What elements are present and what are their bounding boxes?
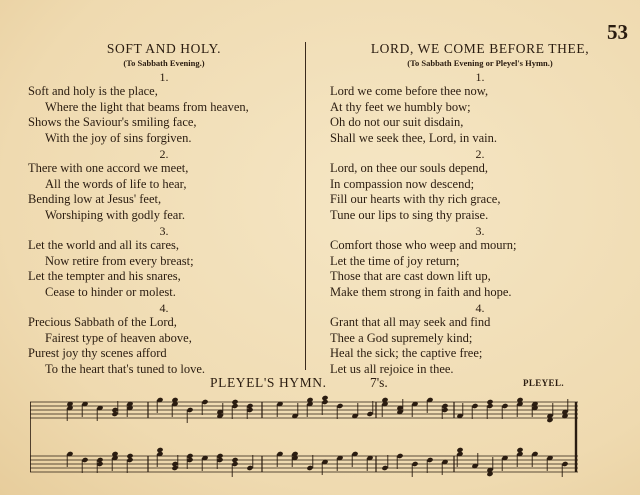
tune-meter: 7's. — [370, 375, 388, 390]
note-head — [486, 399, 493, 405]
verse-number: 4. — [475, 301, 485, 315]
verse-line: Tune our lips to sing thy praise. — [330, 207, 489, 222]
verse-number: 3. — [159, 224, 169, 238]
verse-line: Bending low at Jesus' feet, — [28, 192, 162, 206]
right-hymn — [330, 40, 630, 377]
verse-number: 2. — [475, 147, 485, 161]
verse-number: 2. — [159, 147, 169, 161]
verse-line: Grant that all may seek and find — [330, 315, 491, 329]
verse-number: 3. — [475, 224, 485, 238]
verse-line: Lord we come before thee now, — [330, 84, 489, 98]
verse-number: 1. — [159, 70, 169, 84]
page-number: 53 — [607, 20, 628, 44]
verse-line: Shows the Saviour's smiling face, — [28, 115, 197, 129]
note-head — [456, 447, 463, 453]
left-hymn — [28, 40, 300, 377]
verse-line: Let us all rejoice in thee. — [330, 361, 454, 376]
verse-line: Let the tempter and his snares, — [28, 269, 181, 283]
note-head — [516, 447, 523, 453]
music-score — [30, 392, 580, 495]
verse-line: At thy feet we humbly bow; — [330, 99, 471, 114]
note-head — [126, 453, 133, 459]
note-head — [156, 447, 163, 453]
verse-line: Lord, on thee our souls depend, — [330, 161, 488, 175]
verse-line: With the joy of sins forgiven. — [45, 130, 192, 145]
note-head — [231, 457, 238, 463]
verse-line: Let the world and all its cares, — [28, 238, 179, 252]
verse-list — [28, 70, 300, 377]
composer-name: PLEYEL. — [522, 378, 564, 388]
verse-line: Shall we seek thee, Lord, in vain. — [330, 130, 497, 145]
note-head — [231, 399, 238, 405]
verse-line: Soft and holy is the place, — [28, 84, 158, 98]
column-divider — [305, 42, 306, 370]
verse-line: Fill our hearts with thy rich grace, — [330, 192, 501, 206]
verse-line: Those that are cast down lift up, — [330, 269, 491, 283]
verse-line: Where the light that beams from heaven, — [45, 99, 249, 114]
verse-line: Precious Sabbath of the Lord, — [28, 315, 177, 329]
hymn-subtitle: (To Sabbath Evening or Pleyel's Hymn.) — [407, 58, 553, 68]
verse-line: All the words of life to hear, — [45, 176, 187, 191]
verse-number: 4. — [159, 301, 169, 315]
tune-title: PLEYEL'S HYMN. — [210, 375, 327, 390]
music-notes — [66, 395, 568, 477]
note-head — [321, 395, 328, 401]
verse-line: Purest joy thy scenes afford — [28, 346, 167, 360]
verse-number: 1. — [475, 70, 485, 84]
verse-line: Comfort those who weep and mourn; — [330, 238, 517, 252]
verse-line: Worshiping with godly fear. — [45, 207, 185, 222]
hymn-title: LORD, WE COME BEFORE THEE, — [370, 41, 590, 56]
verse-line: To the heart that's tuned to love. — [45, 361, 206, 376]
hymn-title: SOFT AND HOLY. — [106, 41, 222, 56]
verse-line: Let the time of joy return; — [330, 253, 460, 268]
verse-line: Fairest type of heaven above, — [45, 330, 192, 345]
verse-line: Heal the sick; the captive free; — [330, 346, 483, 360]
verse-line: Oh do not our suit disdain, — [330, 115, 464, 129]
verse-line: Now retire from every breast; — [45, 253, 194, 268]
verse-line: There with one accord we meet, — [28, 161, 189, 175]
verse-list — [330, 70, 630, 377]
verse-line: Make them strong in faith and hope. — [330, 284, 512, 299]
hymn-subtitle: (To Sabbath Evening.) — [123, 58, 205, 68]
verse-line: In compassion now descend; — [330, 176, 475, 191]
verse-line: Cease to hinder or molest. — [45, 284, 176, 299]
verse-line: Thee a God supremely kind; — [330, 330, 473, 345]
